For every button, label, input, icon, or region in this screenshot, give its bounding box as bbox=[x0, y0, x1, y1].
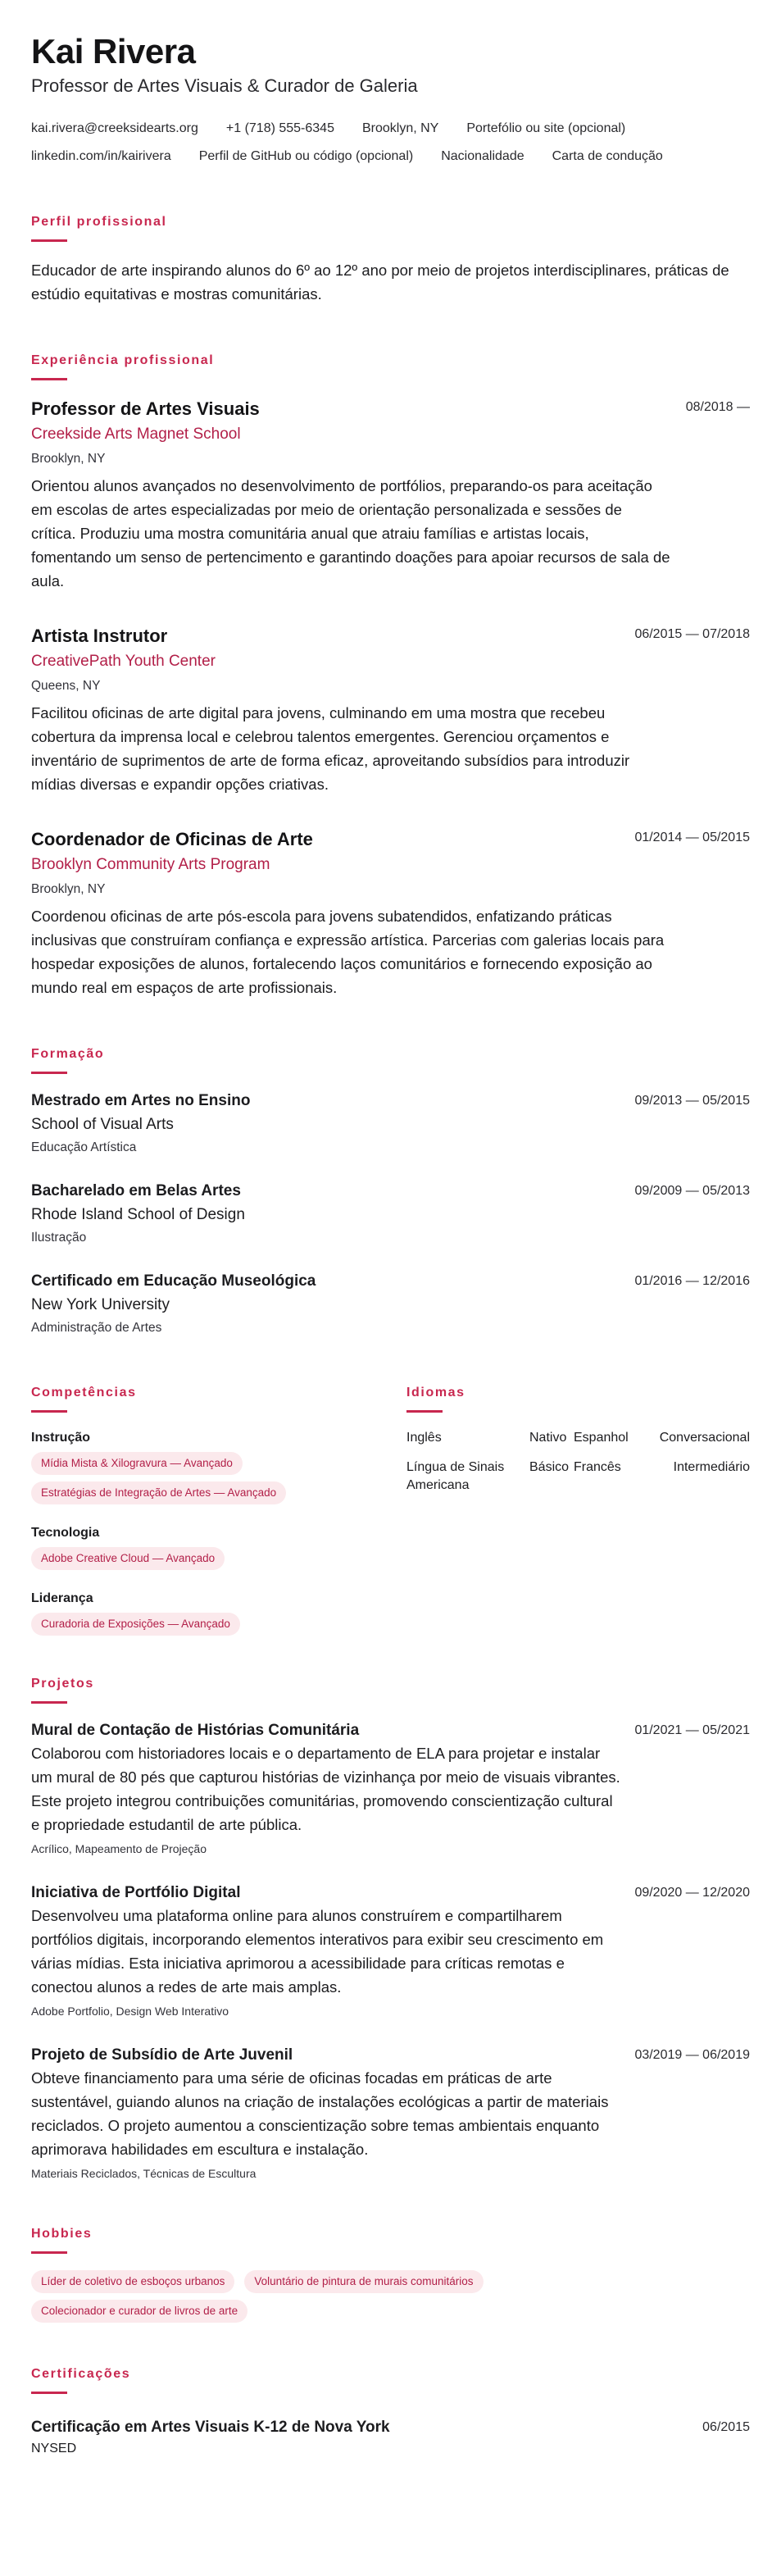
section-title: Idiomas bbox=[406, 1386, 465, 1400]
job-role: Professor de Artes Visuais bbox=[31, 398, 260, 419]
contact-list bbox=[31, 118, 750, 167]
project-tech: Acrílico, Mapeamento de Projeção bbox=[31, 1842, 207, 1855]
project-description: Colaborou com historiadores locais e o departamento de ELA para projetar e instalar um mural de 80 pés que capturou histórias de vizinhança por meio de visuais vibrantes. Este projeto integrou contribuições comunitárias, promovendo conscientização cultural e propriedade estudantil de arte pública. bbox=[31, 1745, 620, 1833]
degree: Mestrado em Artes no Ensino bbox=[31, 1092, 251, 1109]
language-level: Básico bbox=[529, 1460, 570, 1474]
project-description: Obteve financiamento para uma série de oficinas focadas em práticas de arte sustentável, guiando alunos na criação de instalações ecológicas a partir de materiais reciclados. O projeto aumentou a conscientização sobre temas ambientais enquanto aprimorava habilidades em escultura e instalação. bbox=[31, 2069, 609, 2158]
job-description: Orientou alunos avançados no desenvolvimento de portfólios, preparando-os para aceitação em escolas de artes especializadas por meio de orientação personalizada e sessões de crítica. Produziu uma mostra comunitária anual que atraiu famílias e artistas locais, fomentando um senso de pertencimento e garantindo doações para apoiar recursos de sala de aula. bbox=[31, 477, 670, 589]
project-tech: Materiais Reciclados, Técnicas de Escultura bbox=[31, 2167, 257, 2180]
contact-driving-license: Carta de condução bbox=[552, 149, 663, 163]
job-description: Facilitou oficinas de arte digital para jovens, culminando em uma mostra que recebeu cobertura da imprensa local e celebrou talentos emergentes. Gerenciou orçamentos e inventário de suprimentos de arte de forma eficaz, aproveitando subsídios para introduzir mídias diversas e expandir opções criativas. bbox=[31, 704, 630, 793]
project-title: Projeto de Subsídio de Arte Juvenil bbox=[31, 2046, 293, 2064]
experience-item bbox=[31, 397, 750, 593]
project-tech: Adobe Portfolio, Design Web Interativo bbox=[31, 2005, 229, 2018]
experience-item bbox=[31, 827, 750, 999]
skill-group bbox=[31, 1590, 406, 1636]
project-item bbox=[31, 2045, 750, 2182]
certifications-section bbox=[31, 2365, 750, 2458]
degree: Bacharelado em Belas Artes bbox=[31, 1182, 241, 1199]
field-of-study: Educação Artística bbox=[31, 1140, 137, 1154]
education-item bbox=[31, 1271, 750, 1338]
education-date: 01/2016 — 12/2016 bbox=[634, 1274, 750, 1288]
contact-github[interactable]: Perfil de GitHub ou código (opcional) bbox=[198, 149, 414, 163]
experience-section bbox=[31, 352, 750, 999]
languages-table bbox=[406, 1429, 750, 1495]
contact-phone[interactable]: +1 (718) 555-6345 bbox=[225, 121, 334, 135]
candidate-name: Kai Rivera bbox=[31, 32, 196, 71]
project-title: Mural de Contação de Histórias Comunitária bbox=[31, 1722, 360, 1739]
section-title: Certificações bbox=[31, 2367, 131, 2381]
project-date: 09/2020 — 12/2020 bbox=[634, 1886, 750, 1900]
summary-section bbox=[31, 213, 750, 306]
skill-category: Tecnologia bbox=[31, 1526, 100, 1540]
section-underline bbox=[31, 239, 67, 242]
project-description: Desenvolveu uma plataforma online para alunos construírem e compartilharem portfólios digitais, incorporando elementos interativos para exibir seu crescimento em várias mídias. Esta iniciativa aprimorou a acessibilidade para críticas remotas e conectou alunos a redes de arte mais amplas. bbox=[31, 1907, 604, 1996]
job-location: Brooklyn, NY bbox=[31, 882, 106, 896]
education-item bbox=[31, 1181, 750, 1248]
section-title: Competências bbox=[31, 1386, 137, 1400]
project-item bbox=[31, 1720, 750, 1858]
job-date: 06/2015 — 07/2018 bbox=[634, 627, 750, 641]
language-name: Espanhol bbox=[574, 1431, 629, 1445]
languages-section bbox=[406, 1384, 750, 1636]
section-underline bbox=[31, 2251, 67, 2254]
hobbies-section bbox=[31, 2225, 750, 2323]
section-underline bbox=[31, 1072, 67, 1074]
education-section bbox=[31, 1045, 750, 1338]
job-date: 01/2014 — 05/2015 bbox=[634, 831, 750, 844]
job-location: Queens, NY bbox=[31, 679, 101, 693]
job-company: Creekside Arts Magnet School bbox=[31, 426, 241, 443]
job-description: Coordenou oficinas de arte pós-escola para jovens subatendidos, enfatizando práticas inclusivas que construíram confiança e expressão artística. Parcerias com galerias locais para hospedar exposições de alunos, fortalecendo laços comunitários e fornecendo exposição ao mundo real em espaços de arte profissionais. bbox=[31, 908, 665, 996]
skill-category: Liderança bbox=[31, 1591, 93, 1605]
project-item bbox=[31, 1882, 750, 2020]
project-date: 03/2019 — 06/2019 bbox=[634, 2048, 750, 2062]
hobby-chip: Líder de coletivo de esboços urbanos bbox=[31, 2270, 234, 2293]
certification-item bbox=[31, 2417, 750, 2458]
degree: Certificado em Educação Museológica bbox=[31, 1272, 316, 1290]
candidate-headline: Professor de Artes Visuais & Curador de Galeria bbox=[31, 75, 418, 96]
skills-section bbox=[31, 1384, 406, 1636]
section-title: Projetos bbox=[31, 1677, 94, 1691]
section-title: Experiência profissional bbox=[31, 353, 215, 367]
section-underline bbox=[31, 378, 67, 380]
project-title: Iniciativa de Portfólio Digital bbox=[31, 1884, 241, 1901]
education-date: 09/2009 — 05/2013 bbox=[634, 1184, 750, 1198]
school: New York University bbox=[31, 1296, 170, 1313]
skill-group bbox=[31, 1524, 406, 1570]
language-name: Francês bbox=[574, 1460, 621, 1474]
skill-category: Instrução bbox=[31, 1431, 91, 1445]
skill-chip: Adobe Creative Cloud — Avançado bbox=[31, 1547, 225, 1570]
job-company: CreativePath Youth Center bbox=[31, 653, 216, 670]
summary-text: Educador de arte inspirando alunos do 6º ao 12º ano por meio de projetos interdisciplinares, práticas de estúdio equitativas e mostras comunitárias. bbox=[31, 262, 729, 303]
job-company: Brooklyn Community Arts Program bbox=[31, 856, 270, 873]
job-location: Brooklyn, NY bbox=[31, 452, 106, 466]
field-of-study: Ilustração bbox=[31, 1231, 87, 1245]
skill-chip: Mídia Mista & Xilogravura — Avançado bbox=[31, 1452, 243, 1475]
education-item bbox=[31, 1090, 750, 1158]
hobby-chips bbox=[31, 2270, 654, 2323]
language-name: Inglês bbox=[406, 1431, 442, 1445]
section-title: Perfil profissional bbox=[31, 215, 167, 229]
section-underline bbox=[31, 1701, 67, 1704]
skill-chip: Estratégias de Integração de Artes — Avançado bbox=[31, 1481, 286, 1504]
contact-email[interactable]: kai.rivera@creeksidearts.org bbox=[31, 121, 198, 135]
language-level: Nativo bbox=[529, 1431, 567, 1445]
contact-nationality: Nacionalidade bbox=[441, 149, 524, 163]
certification-date: 06/2015 bbox=[702, 2420, 750, 2434]
skill-group bbox=[31, 1429, 406, 1504]
hobby-chip: Colecionador e curador de livros de arte bbox=[31, 2300, 247, 2323]
section-underline bbox=[31, 2392, 67, 2394]
job-role: Coordenador de Oficinas de Arte bbox=[31, 829, 313, 849]
school: Rhode Island School of Design bbox=[31, 1206, 245, 1223]
contact-location: Brooklyn, NY bbox=[361, 121, 439, 135]
field-of-study: Administração de Artes bbox=[31, 1321, 162, 1335]
education-date: 09/2013 — 05/2015 bbox=[634, 1094, 750, 1108]
section-underline bbox=[31, 1410, 67, 1413]
language-level: Conversacional bbox=[659, 1431, 750, 1445]
school: School of Visual Arts bbox=[31, 1116, 174, 1133]
contact-portfolio[interactable]: Portefólio ou site (opcional) bbox=[466, 121, 626, 135]
skills-languages-row bbox=[31, 1384, 750, 1636]
language-level: Intermediário bbox=[673, 1460, 750, 1474]
project-date: 01/2021 — 05/2021 bbox=[634, 1723, 750, 1737]
certification-title: Certificação em Artes Visuais K-12 de Nova York bbox=[31, 2419, 390, 2436]
hobby-chip: Voluntário de pintura de murais comunitários bbox=[244, 2270, 483, 2293]
job-role: Artista Instrutor bbox=[31, 626, 168, 646]
projects-section bbox=[31, 1675, 750, 2182]
section-title: Hobbies bbox=[31, 2227, 93, 2241]
language-name: Língua de Sinais Americana bbox=[406, 1460, 505, 1492]
resume-header bbox=[31, 31, 750, 167]
certification-issuer: NYSED bbox=[31, 2442, 77, 2455]
contact-linkedin[interactable]: linkedin.com/in/kairivera bbox=[31, 149, 171, 163]
section-underline bbox=[406, 1410, 443, 1413]
skill-chip: Curadoria de Exposições — Avançado bbox=[31, 1613, 240, 1636]
section-title: Formação bbox=[31, 1047, 105, 1061]
experience-item bbox=[31, 624, 750, 796]
job-date: 08/2018 — bbox=[685, 400, 750, 414]
